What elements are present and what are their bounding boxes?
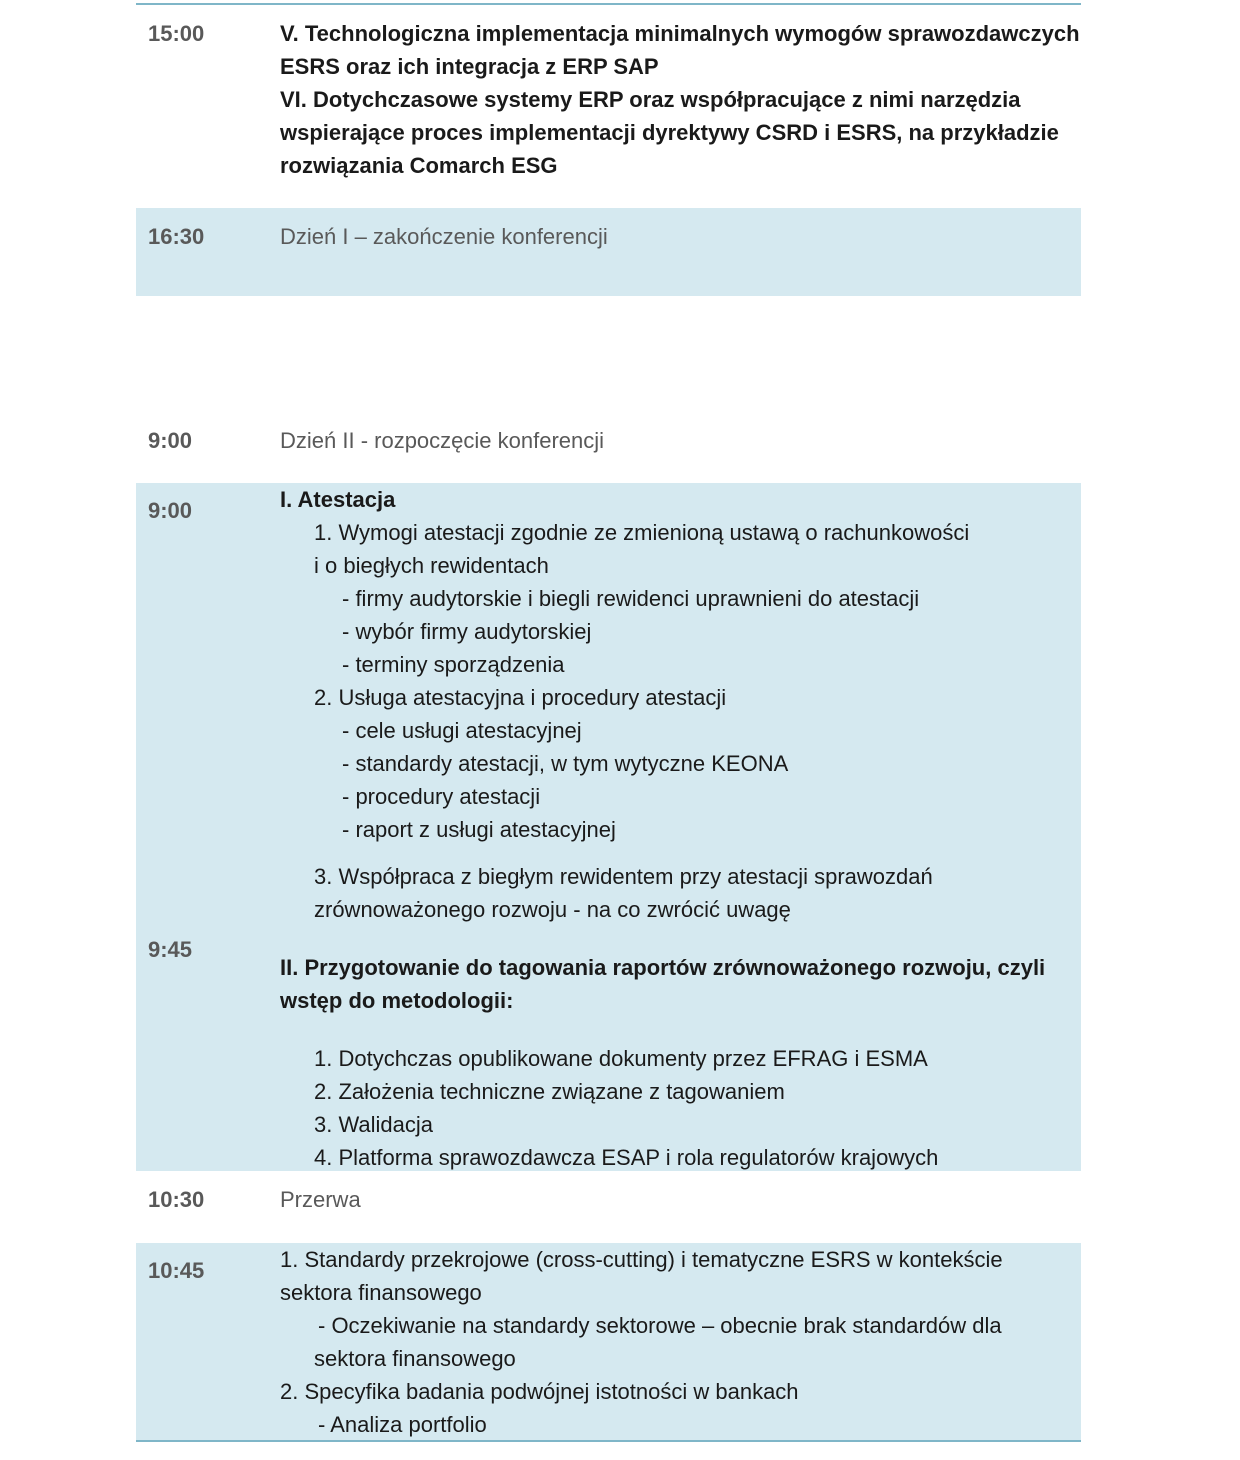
session-time: 10:45 <box>148 1258 205 1283</box>
list-subitem: - procedury atestacji <box>342 784 541 809</box>
session-text: Dzień II - rozpoczęcie konferencji <box>280 428 605 453</box>
agenda-row-1500 <box>136 5 1081 208</box>
list-item: zrównoważonego rozwoju - na co zwrócić uwagę <box>314 897 791 922</box>
section-heading: I. Atestacja <box>280 487 396 512</box>
list-item: 2. Założenia techniczne związane z tagowaniem <box>314 1079 785 1104</box>
session-content <box>280 1243 1080 1441</box>
list-item: 3. Współpraca z biegłym rewidentem przy atestacji sprawozdań <box>314 864 933 889</box>
list-item: 1. Standardy przekrojowe (cross-cutting) i tematyczne ESRS w kontekście <box>280 1247 1003 1272</box>
session-content <box>280 17 1080 182</box>
list-subitem: - Oczekiwanie na standardy sektorowe – obecnie brak standardów dla <box>318 1313 1002 1338</box>
list-subitem: - firmy audytorskie i biegli rewidenci uprawnieni do atestacji <box>342 586 920 611</box>
session-text: Przerwa <box>280 1187 361 1212</box>
list-item: i o biegłych rewidentach <box>314 553 549 578</box>
section-heading: II. Przygotowanie do tagowania raportów zrównoważonego rozwoju, czyli <box>280 955 1046 980</box>
session-line: rozwiązania Comarch ESG <box>280 153 558 178</box>
list-subitem: - standardy atestacji, w tym wytyczne KEONA <box>342 751 789 776</box>
list-subitem: - cele usługi atestacyjnej <box>342 718 582 743</box>
list-item: 4. Platforma sprawozdawcza ESAP i rola regulatorów krajowych <box>314 1145 939 1170</box>
session-time: 9:00 <box>148 428 193 453</box>
agenda-row-day2-start <box>136 412 1081 482</box>
list-item: 2. Specyfika badania podwójnej istotności w bankach <box>280 1379 799 1404</box>
agenda-row-0900-0945 <box>136 483 1081 1171</box>
agenda-row-1045 <box>136 1243 1081 1440</box>
list-subitem: - raport z usługi atestacyjnej <box>342 817 616 842</box>
session-line: wspierające proces implementacji dyrektywy CSRD i ESRS, na przykładzie <box>280 120 1059 145</box>
session-text: Dzień I – zakończenie konferencji <box>280 224 608 249</box>
session-time: 15:00 <box>148 21 205 46</box>
session-content <box>280 483 1080 1174</box>
list-subitem: - terminy sporządzenia <box>342 652 565 677</box>
list-subitem: - Analiza portfolio <box>318 1412 487 1437</box>
session-line: V. Technologiczna implementacja minimalnych wymogów sprawozdawczych <box>280 21 1080 46</box>
session-time: 16:30 <box>148 224 205 249</box>
list-item: 1. Dotychczas opublikowane dokumenty przez EFRAG i ESMA <box>314 1046 928 1071</box>
agenda-row-1030 <box>136 1171 1081 1243</box>
session-line: ESRS oraz ich integracja z ERP SAP <box>280 54 659 79</box>
list-subitem: - wybór firmy audytorskiej <box>342 619 592 644</box>
list-item: 2. Usługa atestacyjna i procedury atestacji <box>314 685 727 710</box>
session-time: 10:30 <box>148 1187 205 1212</box>
section-heading: wstęp do metodologii: <box>280 988 514 1013</box>
list-subitem: sektora finansowego <box>314 1346 516 1371</box>
agenda-row-1630 <box>136 208 1081 296</box>
session-time-second: 9:45 <box>148 937 193 962</box>
table-bottom-rule <box>136 1440 1081 1442</box>
list-item: sektora finansowego <box>280 1280 482 1305</box>
list-item: 3. Walidacja <box>314 1112 434 1137</box>
session-time: 9:00 <box>148 498 193 523</box>
session-line: VI. Dotychczasowe systemy ERP oraz współpracujące z nimi narzędzia <box>280 87 1021 112</box>
list-item: 1. Wymogi atestacji zgodnie ze zmienioną ustawą o rachunkowości <box>314 520 970 545</box>
